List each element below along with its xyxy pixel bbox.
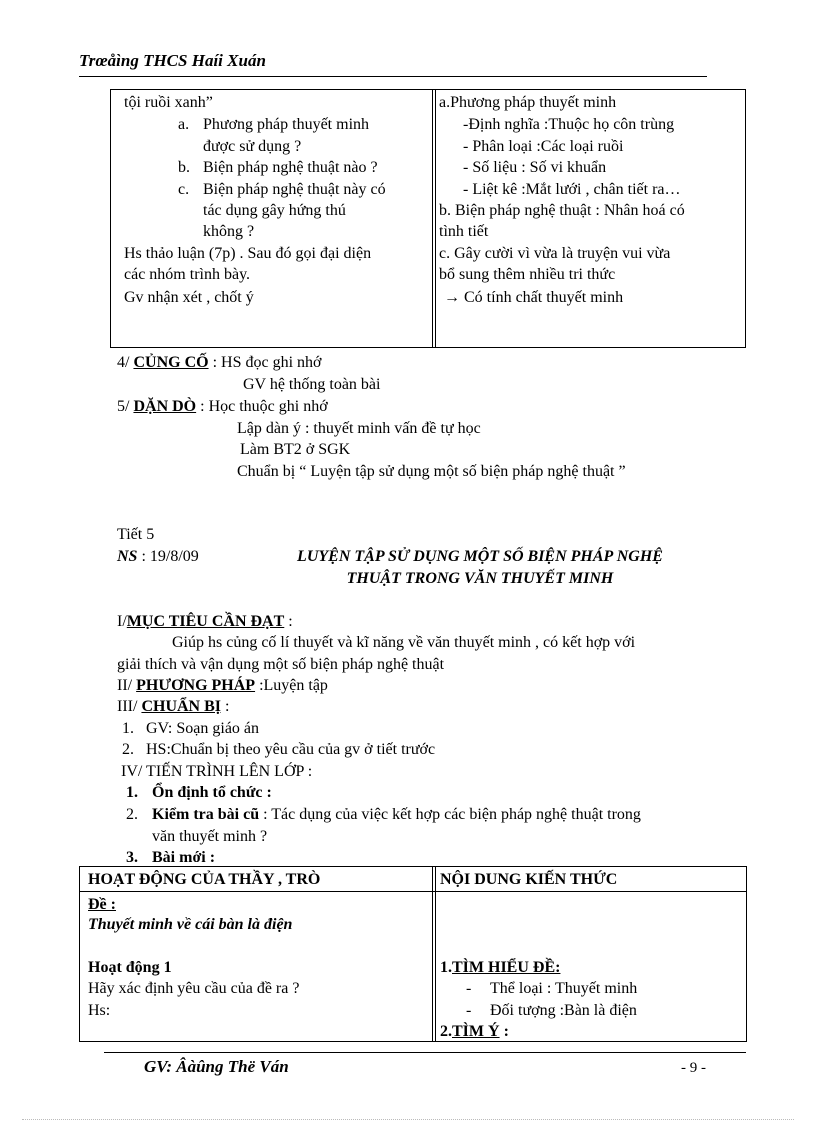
- table-cell-text: → Có tính chất thuyết minh: [444, 289, 624, 306]
- list-item: Ổn định tổ chức :: [152, 784, 272, 801]
- table-cell-text: a.Phương pháp thuyết minh: [439, 94, 617, 111]
- list-marker: 2.: [126, 806, 138, 823]
- activity-label: Hoạt động 1: [88, 959, 172, 976]
- section-homework: [117, 396, 328, 417]
- question-text: Hãy xác định yêu cầu của đề ra ?: [88, 980, 300, 997]
- table-column-divider: [435, 90, 436, 347]
- assignment-text: Thuyết minh về cái bàn là điện: [88, 916, 293, 933]
- section-label: PHƯƠNG PHÁP: [136, 677, 256, 694]
- table-column-divider: [435, 867, 436, 1041]
- table-cell-text: Gv nhận xét , chốt ý: [124, 289, 254, 306]
- table-cell-text: - Số liệu : Số vi khuẩn: [463, 159, 607, 176]
- lesson-title-line1: LUYỆN TẬP SỬ DỤNG MỘT SỐ BIỆN PHÁP NGHỆ: [297, 548, 663, 565]
- section-label: CỦNG CỐ: [133, 354, 209, 371]
- item-label: Kiểm tra bài cũ: [152, 806, 260, 823]
- section-number: 5/: [117, 398, 134, 415]
- table-column-divider: [432, 867, 433, 1041]
- section-text: Lập dàn ý : thuyết minh vấn đề tự học: [237, 420, 481, 437]
- objectives-text: giải thích và vận dụng một số biện pháp nghệ thuật: [117, 656, 445, 673]
- activity-table-bottom: [79, 866, 747, 1042]
- section-number: III/: [117, 698, 142, 715]
- content-heading: [440, 1021, 509, 1042]
- section-label: CHUẨN BỊ: [141, 698, 221, 715]
- list-item: Bài mới :: [152, 849, 216, 866]
- section-colon: :: [284, 613, 293, 630]
- section-consolidation: [117, 352, 321, 373]
- activity-table-top: [110, 89, 746, 348]
- list-item: GV: Soạn giáo án: [146, 720, 260, 737]
- objectives-text: Giúp hs củng cố lí thuyết và kĩ năng về văn thuyết minh , có kết hợp với: [172, 634, 636, 651]
- header-divider: [79, 76, 707, 77]
- table-column-divider: [432, 90, 433, 347]
- table-cell-text: - Liệt kê :Mắt lưới , chân tiết ra…: [463, 181, 681, 198]
- item-text: : Tác dụng của việc kết hợp các biện pháp nghệ thuật trong: [259, 806, 641, 823]
- table-cell-text: tội ruồi xanh”: [124, 94, 213, 111]
- list-marker: 1.: [122, 720, 134, 737]
- list-marker: -: [466, 1002, 472, 1019]
- heading-label: TÌM HIỂU ĐỀ:: [452, 959, 561, 976]
- list-marker: 1.: [126, 784, 138, 801]
- list-item: HS:Chuẩn bị theo yêu cầu của gv ở tiết trước: [146, 741, 436, 758]
- page-edge-divider: [22, 1119, 794, 1120]
- table-cell-text: Biện pháp nghệ thuật nào ?: [203, 159, 378, 176]
- section-text: : HS đọc ghi nhớ: [208, 354, 322, 371]
- student-response: Hs:: [88, 1002, 111, 1019]
- date-label: NS: [117, 548, 138, 565]
- section-number: II/: [117, 677, 137, 694]
- footer-divider: [104, 1052, 746, 1053]
- list-item: [152, 804, 641, 825]
- list-item-continuation: văn thuyết minh ?: [152, 828, 268, 845]
- section-number: I/: [117, 613, 127, 630]
- section-label: DẶN DÒ: [133, 398, 197, 415]
- list-item: Thể loại : Thuyết minh: [490, 980, 638, 997]
- list-marker: a.: [178, 116, 190, 133]
- table-cell-text: bổ sung thêm nhiều tri thức: [439, 266, 616, 283]
- prep-heading: [117, 696, 229, 717]
- table-header-left: HOẠT ĐỘNG CỦA THẦY , TRÒ: [88, 871, 321, 888]
- table-cell-text: c. Gây cười vì vừa là truyện vui vừa: [439, 245, 671, 262]
- list-marker: -: [466, 980, 472, 997]
- table-cell-text: Biện pháp nghệ thuật này có: [203, 181, 386, 198]
- lesson-period: Tiết 5: [117, 526, 155, 543]
- table-cell-text: -Định nghĩa :Thuộc họ côn trùng: [463, 116, 675, 133]
- table-cell-text: b. Biện pháp nghệ thuật : Nhân hoá có: [439, 202, 685, 219]
- list-marker: b.: [178, 159, 190, 176]
- table-cell-text: Hs thảo luận (7p) . Sau đó gọi đại diện: [124, 245, 372, 262]
- heading-colon: :: [499, 1023, 509, 1040]
- section-text: Làm BT2 ở SGK: [240, 441, 351, 458]
- list-item: Đối tượng :Bàn là điện: [490, 1002, 637, 1019]
- heading-number: 1.: [440, 959, 452, 976]
- section-colon: :: [221, 698, 230, 715]
- teacher-name: GV: Âàûng Thë Ván: [144, 1057, 289, 1076]
- section-text: Chuẩn bị “ Luyện tập sử dụng một số biện pháp nghệ thuật ”: [237, 463, 626, 480]
- section-text: :Luyện tập: [255, 677, 328, 694]
- lesson-title-line2: THUẬT TRONG VĂN THUYẾT MINH: [346, 570, 614, 587]
- school-header: Trœåìng THCS Haíi Xuán: [79, 51, 266, 70]
- list-marker: c.: [178, 181, 190, 198]
- table-cell-text: tình tiết: [439, 223, 489, 240]
- section-label: MỤC TIÊU CẦN ĐẠT: [126, 613, 285, 630]
- table-cell-text: không ?: [203, 223, 255, 240]
- table-header-right: NỘI DUNG KIẾN THỨC: [440, 871, 618, 888]
- table-cell-text: được sử dụng ?: [203, 138, 302, 155]
- table-header-divider: [80, 891, 746, 892]
- table-cell-text: Phương pháp thuyết minh: [203, 116, 370, 133]
- section-number: 4/: [117, 354, 134, 371]
- assignment-label: Đề :: [88, 896, 116, 913]
- section-text: : Học thuộc ghi nhớ: [196, 398, 328, 415]
- list-marker: 2.: [122, 741, 134, 758]
- table-cell-text: tác dụng gây hứng thú: [203, 202, 346, 219]
- list-marker: 3.: [126, 849, 138, 866]
- method-heading: [117, 675, 328, 696]
- objectives-heading: [117, 611, 293, 632]
- heading-number: 2.: [440, 1023, 452, 1040]
- process-heading: IV/ TIẾN TRÌNH LÊN LỚP :: [121, 763, 313, 780]
- lesson-date: [117, 546, 199, 567]
- date-value: : 19/8/09: [137, 548, 199, 565]
- section-text: GV hệ thống toàn bài: [243, 376, 381, 393]
- table-cell-text: - Phân loại :Các loại ruồi: [463, 138, 624, 155]
- content-heading: [440, 957, 560, 978]
- page-number: - 9 -: [681, 1060, 706, 1076]
- table-cell-text: các nhóm trình bày.: [124, 266, 251, 283]
- heading-label: TÌM Ý: [452, 1023, 500, 1040]
